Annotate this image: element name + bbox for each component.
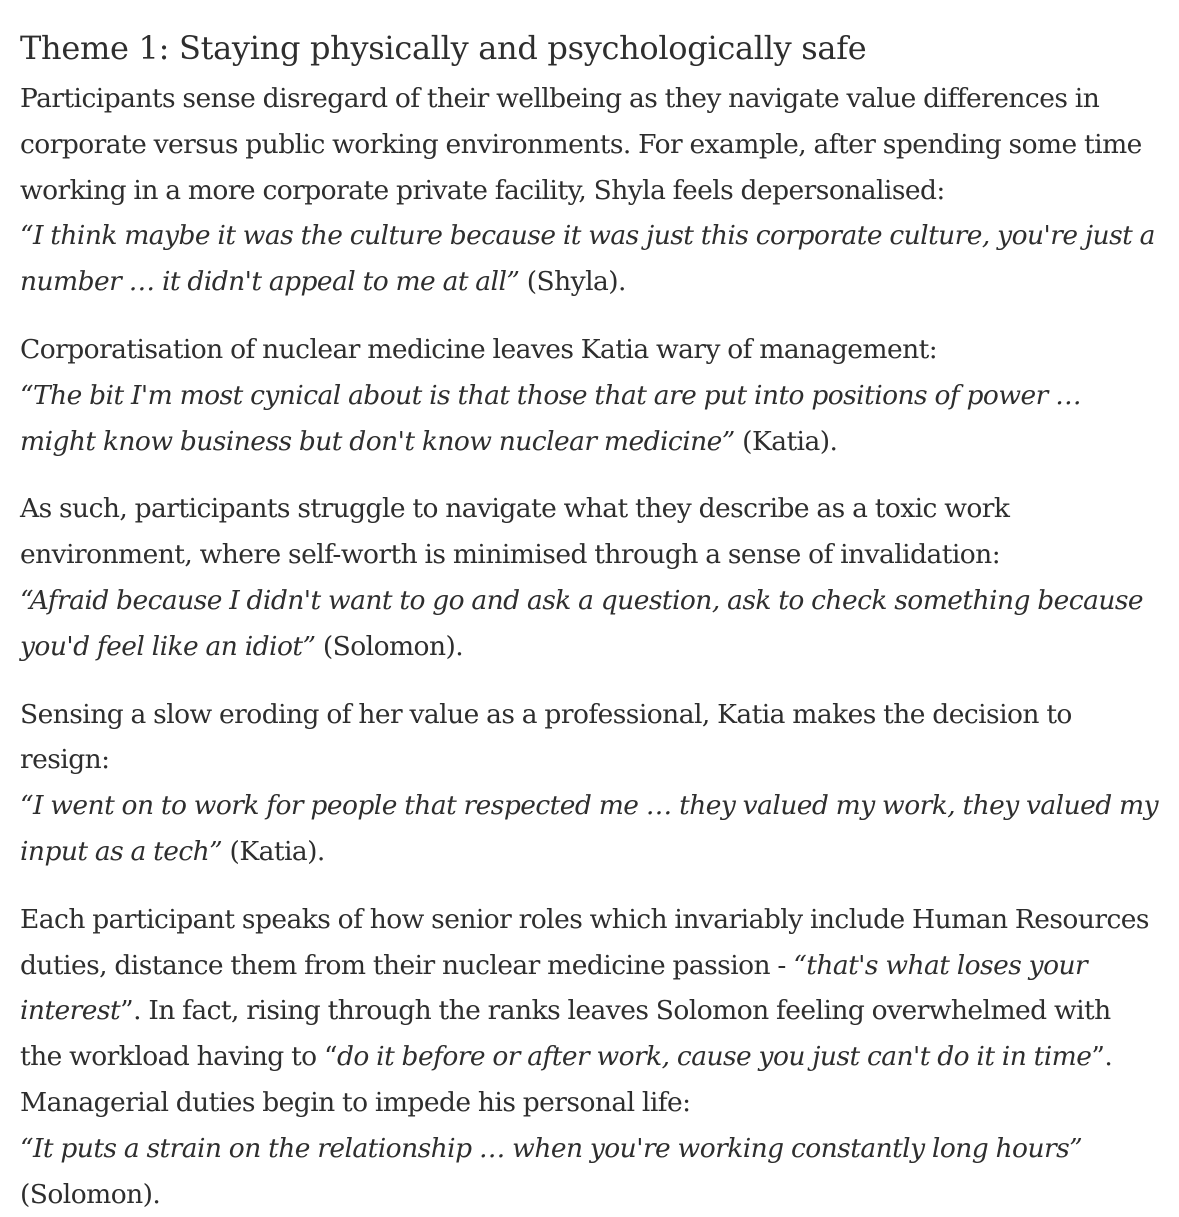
paragraph-text: Each participant speaks of how senior roles which invariably include Human Resources duties, distance them from their nuclear medicine passion - <box>20 903 1149 981</box>
paragraph-text: Participants sense disregard of their wellbeing as they navigate value differences in corporate versus public working environments. For example, after spending some time working in a more corporate private facility, Shyla feels depersonalised: <box>20 83 1142 206</box>
quote: “Afraid because I didn't want to go and ask a question, ask to check something because you'd feel like an idiot” <box>20 584 1144 662</box>
attribution: (Shyla). <box>519 266 626 298</box>
paragraph-text: As such, participants struggle to navigate what they describe as a toxic work environment, where self-worth is minimised through a sense of invalidation: <box>20 493 1010 571</box>
inline-quote: do it before or after work, cause you just can't do it in time <box>336 1041 1092 1073</box>
paragraph-4 <box>20 692 1159 875</box>
inline-quote: “that's what loses your interest <box>20 949 1088 1027</box>
paragraph-2 <box>20 327 1159 464</box>
attribution: (Katia). <box>734 425 838 457</box>
quote: “It puts a strain on the relationship … when you're working constantly long hours” <box>20 1132 1083 1164</box>
quote: “I went on to work for people that respected me … they valued my work, they valued my input as a tech” <box>20 790 1159 867</box>
paragraph-text: Managerial duties begin to impede his personal life: <box>20 1086 691 1118</box>
paragraph-1 <box>20 76 1159 305</box>
paragraph-text: Corporatisation of nuclear medicine leaves Katia wary of management: <box>20 333 938 365</box>
paragraph-3 <box>20 486 1159 669</box>
section-heading: Theme 1: Staying physically and psychologically safe <box>20 29 867 67</box>
paragraph-text: ”. <box>1091 1041 1113 1073</box>
attribution: (Solomon). <box>315 630 464 662</box>
quote: “I think maybe it was the culture because it was just this corporate culture, you're just a number … it didn't appeal to me at all” <box>20 220 1155 298</box>
paragraph-text: ”. In fact, rising through the ranks leaves Solomon feeling overwhelmed with the workload having to “ <box>20 995 1111 1073</box>
paragraph-5 <box>20 897 1159 1217</box>
attribution: (Solomon). <box>20 1178 161 1210</box>
attribution: (Katia). <box>222 835 325 867</box>
paragraph-text: Sensing a slow eroding of her value as a professional, Katia makes the decision to resign: <box>20 698 1072 776</box>
quote: “The bit I'm most cynical about is that those that are put into positions of power … might know business but don't know nuclear medicine” <box>20 379 1082 457</box>
